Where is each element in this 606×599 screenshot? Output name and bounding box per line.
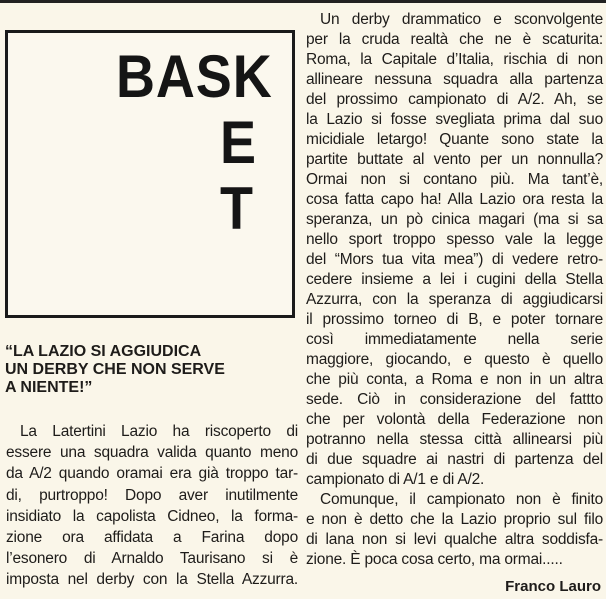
text-line: Ormai non si contano più. Ma tant’è, [306, 171, 603, 188]
top-rule [0, 0, 606, 3]
text-line: La Latertini Lazio ha riscoperto di [20, 423, 298, 440]
text-line: Comunque, il campionato non è finito [320, 491, 603, 508]
left-column-body [6, 421, 298, 591]
text-line: che per volontà della Federazione non [306, 411, 603, 428]
text-line: potranno nella stessa città allinearsi più [306, 431, 603, 448]
text-line: insidiato la capolista Cidneo, la forma- [6, 507, 298, 525]
text-line: Azzurra, con la speranza di aggiudicarsi [306, 291, 603, 308]
text-line: zione ora affidata a Farina dopo [6, 528, 298, 546]
text-line: zione. È poca cosa certo, ma ormai..... [306, 551, 563, 568]
text-line: cedere insieme a lei i cugini della Stella [306, 271, 603, 288]
text-line: maggiore, giocando, e questo è quello [306, 351, 603, 368]
text-line: Un derby drammatico e sconvolgente [320, 11, 603, 28]
text-line: che più conta, a Roma e non in un altra [306, 371, 603, 388]
text-line: l’esonero di Arnaldo Taurisano si è [6, 550, 298, 568]
text-line: e non è detto che la Lazio proprio sul filo [306, 511, 603, 528]
text-line: la Lazio si fosse svegliata prima dal suo [306, 111, 603, 128]
right-column-body [306, 10, 603, 570]
logo-text-e: E [220, 109, 257, 176]
headline-line: UN DERBY CHE NON SERVE [5, 361, 225, 378]
text-line: nello sport troppo spesso vale la legge [306, 231, 603, 248]
text-line: così immediatamente nella serie [306, 331, 603, 348]
text-line: il prossimo torneo di B, e poter tornare [306, 311, 603, 328]
headline-line: “LA LAZIO SI AGGIUDICA [5, 343, 202, 360]
text-line: imposta nel derby con la Stella Azzurra. [6, 571, 298, 589]
text-line: del “Mors tua vita mea”) di vedere retro- [306, 251, 603, 268]
text-line: Roma, la Capitale d’Italia, rischia di non [306, 51, 603, 68]
text-line: partite buttate al vento per un nonnulla? [306, 151, 603, 168]
headline-line: A NIENTE!” [5, 379, 93, 396]
text-line: micidiale letargo! Quante sono state la [306, 131, 603, 148]
text-line: di lana non si levi qualche altra soddisfa- [306, 531, 603, 548]
text-line: per la cruda realtà che ne è scaturita: [306, 31, 603, 48]
text-line: di due squadre ai nastri di partenza del [306, 451, 603, 468]
text-line: cosa fatta capo ha! Alla Lazio ora resta la [306, 191, 603, 208]
text-line: essere una squadra valida quanto meno [6, 444, 298, 462]
article-headline [5, 343, 295, 397]
text-line: allineare nessuna squadra alla partenza [306, 71, 603, 88]
text-line: da A/2 quando oramai era già troppo tar- [6, 465, 298, 483]
basket-logo-box [5, 30, 295, 318]
text-line: sede. Ciò in considerazione del fattto [306, 391, 603, 408]
author-byline: Franco Lauro [505, 578, 601, 595]
text-line: speranza, un pò cinica magari (ma si sa [306, 211, 603, 228]
text-line: di, purtroppo! Dopo aver inutilmente [6, 486, 298, 504]
text-line: campionato di A/1 e di A/2. [306, 471, 485, 488]
logo-text-bask: BASK [116, 43, 273, 110]
text-line: del prossimo campionato di A/2. Ah, se [306, 91, 603, 108]
logo-text-t: T [220, 175, 254, 242]
